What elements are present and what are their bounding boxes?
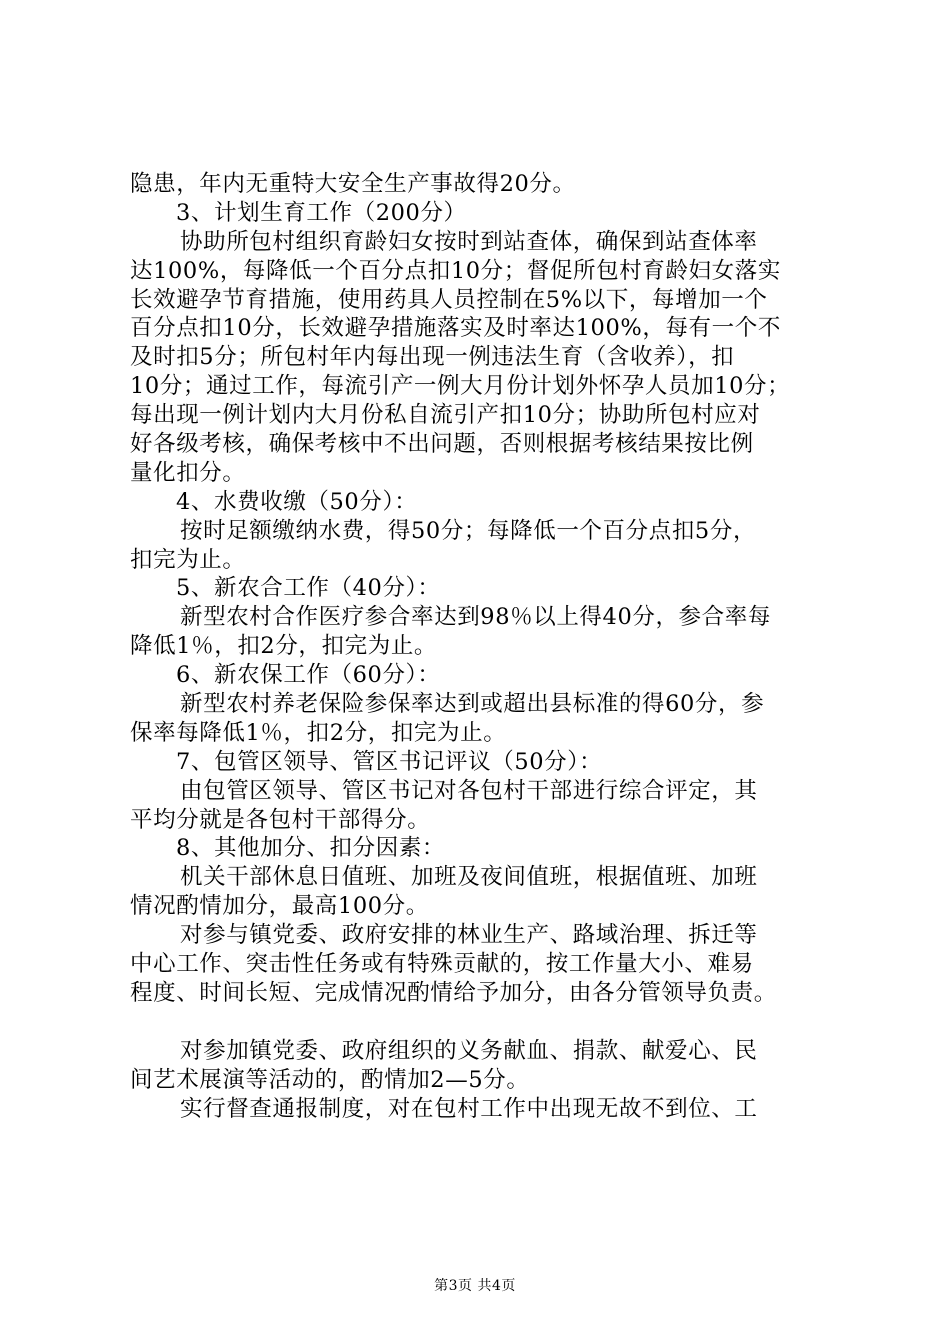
text-line: 降低1％，扣2分，扣完为止。	[130, 633, 438, 660]
text-line: 中心工作、突击性任务或有特殊贡献的，按工作量大小、难易	[130, 951, 754, 978]
text-line	[130, 1008, 835, 1037]
text-line: 新型农村合作医疗参合率达到98％以上得40分，参合率每	[180, 604, 771, 631]
text-line: 百分点扣10分，长效避孕措施落实及时率达100%，每有一个不	[130, 315, 781, 342]
page-footer: 第3页 共4页	[434, 1278, 516, 1294]
text-line: 8、其他加分、扣分因素：	[176, 835, 446, 862]
text-line: 每出现一例计划内大月份私自流引产扣10分；协助所包村应对	[130, 402, 761, 429]
text-line: 情况酌情加分，最高100分。	[130, 893, 429, 920]
text-line: 4、水费收缴（50分）：	[176, 488, 418, 515]
text-line: 6、新农保工作（60分）：	[176, 662, 441, 689]
document-body	[130, 170, 835, 1123]
text-line: 3、计划生育工作（200分）	[176, 199, 467, 226]
text-line: 协助所包村组织育龄妇女按时到站查体，确保到站查体率	[180, 228, 758, 255]
text-line: 机关干部休息日值班、加班及夜间值班，根据值班、加班	[180, 864, 758, 891]
text-line: 好各级考核，确保考核中不出问题，否则根据考核结果按比例	[130, 431, 754, 458]
text-line: 量化扣分。	[130, 459, 246, 486]
text-line: 保率每降低1％，扣2分，扣完为止。	[130, 719, 507, 746]
text-line: 7、包管区领导、管区书记评议（50分）：	[176, 748, 603, 775]
text-line: 扣完为止。	[130, 546, 246, 573]
text-line: 对参加镇党委、政府组织的义务献血、捐款、献爱心、民	[180, 1037, 758, 1064]
text-line: 长效避孕节育措施，使用药具人员控制在5%以下，每增加一个	[130, 286, 768, 313]
text-line: 10分；通过工作，每流引产一例大月份计划外怀孕人员加10分；	[130, 373, 791, 400]
text-line: 由包管区领导、管区书记对各包村干部进行综合评定，其	[180, 777, 758, 804]
text-line: 及时扣5分；所包村年内每出现一例违法生育（含收养），扣	[130, 344, 735, 371]
text-line: 达100%，每降低一个百分点扣10分；督促所包村育龄妇女落实	[130, 257, 781, 284]
text-line: 新型农村养老保险参保率达到或超出县标准的得60分，参	[180, 691, 765, 718]
text-line: 对参与镇党委、政府安排的林业生产、路域治理、拆迁等	[180, 922, 758, 949]
text-line: 隐患，年内无重特大安全生产事故得20分。	[130, 171, 576, 197]
text-line: 实行督查通报制度，对在包村工作中出现无故不到位、工	[180, 1095, 758, 1122]
text-line: 间艺术展演等活动的，酌情加2—5分。	[130, 1066, 530, 1093]
text-line: 程度、时间长短、完成情况酌情给予加分，由各分管领导负责。	[130, 979, 777, 1006]
text-line: 5、新农合工作（40分）：	[176, 575, 441, 602]
text-line: 按时足额缴纳水费，得50分；每降低一个百分点扣5分，	[180, 517, 757, 544]
text-line: 平均分就是各包村干部得分。	[130, 806, 431, 833]
